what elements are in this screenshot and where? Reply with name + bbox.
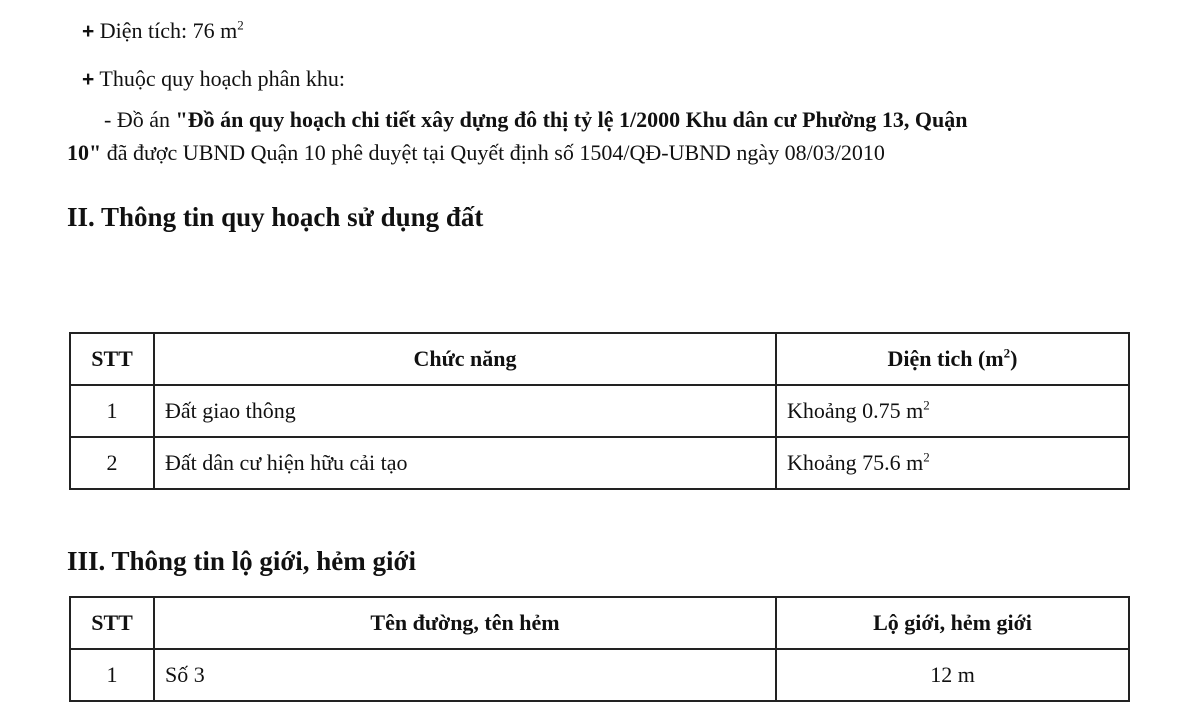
bullet-plus: + [82, 20, 95, 43]
area-superscript: 2 [237, 17, 244, 33]
cell-function: Đất giao thông [154, 385, 776, 437]
table-row [70, 649, 1129, 701]
cell-stt: 2 [70, 437, 154, 489]
section-2-heading: II. Thông tin quy hoạch sử dụng đất [67, 202, 484, 232]
project-name-part2: 10" [67, 140, 102, 165]
zoning-line [82, 66, 345, 92]
road-width-table [69, 596, 1130, 702]
cell-function: Đất dân cư hiện hữu cải tạo [154, 437, 776, 489]
column-header-area [776, 333, 1129, 385]
cell-road-name: Số 3 [154, 649, 776, 701]
area-label: Diện tích: 76 m [99, 18, 238, 43]
bullet-plus: + [82, 68, 95, 91]
cell-stt: 1 [70, 649, 154, 701]
cell-road-width: 12 m [776, 649, 1129, 701]
table-header-row [70, 597, 1129, 649]
land-use-table [69, 332, 1130, 490]
column-header-stt: STT [70, 597, 154, 649]
project-line-2 [67, 140, 885, 166]
column-header-function: Chức năng [154, 333, 776, 385]
area-header-sup: 2 [1003, 345, 1011, 361]
project-approval: đã được UBND Quận 10 phê duyệt tại Quyết định số 1504/QĐ-UBND ngày 08/03/2010 [101, 140, 885, 165]
cell-stt: 1 [70, 385, 154, 437]
project-line-1 [104, 107, 967, 133]
column-header-road-name: Tên đường, tên hẻm [154, 597, 776, 649]
column-header-stt: STT [70, 333, 154, 385]
cell-area [776, 437, 1129, 489]
cell-area [776, 385, 1129, 437]
cell-area-text: Khoảng 75.6 m [787, 450, 924, 475]
area-header-close: ) [1010, 346, 1018, 371]
table-header-row [70, 333, 1129, 385]
table-row [70, 385, 1129, 437]
cell-area-text: Khoảng 0.75 m [787, 398, 924, 423]
zoning-label: Thuộc quy hoạch phân khu: [99, 66, 345, 91]
project-prefix: - Đồ án [104, 107, 176, 132]
column-header-road-width: Lộ giới, hẻm giới [776, 597, 1129, 649]
cell-area-sup: 2 [923, 449, 930, 465]
area-header-text: Diện tich (m [887, 346, 1004, 371]
table-row [70, 437, 1129, 489]
section-3-heading: III. Thông tin lộ giới, hẻm giới [67, 546, 416, 576]
project-name-part1: "Đồ án quy hoạch chi tiết xây dựng đô thị tỷ lệ 1/2000 Khu dân cư Phường 13, Quận [175, 107, 968, 132]
cell-area-sup: 2 [923, 397, 930, 413]
area-line [82, 18, 244, 44]
